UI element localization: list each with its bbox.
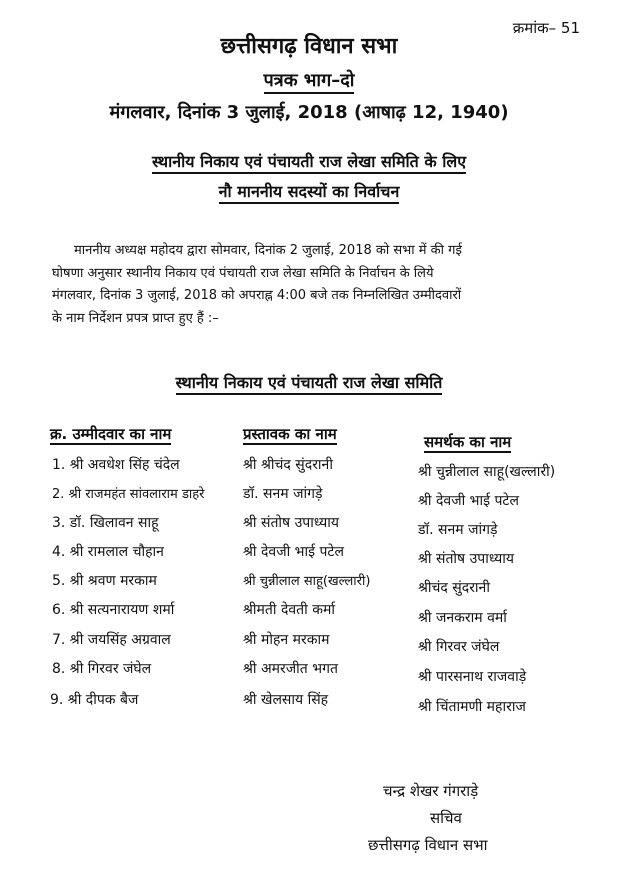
proposer-cell: डॉ. सनम जांगड़े <box>243 486 323 502</box>
paragraph-line: माननीय अध्यक्ष महोदय द्वारा सोमवार, दिनांक 2 जुलाई, 2018 को सभा में की गई <box>74 243 462 258</box>
seconder-cell: डॉ. सनम जांगड़े <box>418 522 498 538</box>
candidate-cell: 7. श्री जयसिंह अग्रवाल <box>52 632 171 648</box>
candidate-cell: 9. श्री दीपक बैज <box>50 692 139 708</box>
candidate-cell: 5. श्री श्रवण मरकाम <box>52 573 157 589</box>
document-subtitle <box>0 68 618 92</box>
seconder-cell: श्री देवजी भाई पटेल <box>418 493 519 509</box>
proposer-cell: श्री श्रीचंद सुंदरानी <box>243 457 333 473</box>
header-seconder <box>424 432 511 452</box>
seconder-cell: श्रीचंद सुंदरानी <box>418 580 490 596</box>
section-heading-line-1-text: स्थानीय निकाय एवं पंचायती राज लेखा समिति के लिए <box>152 152 466 174</box>
candidate-cell: 1. श्री अवधेश सिंह चंदेल <box>52 457 180 473</box>
proposer-cell: श्री संतोष उपाध्याय <box>243 515 339 531</box>
document-title: छत्तीसगढ़ विधान सभा <box>220 34 398 59</box>
paragraph-line: मंगलवार, दिनांक 3 जुलाई, 2018 को अपराह्न 4:00 बजे तक निम्नलिखित उम्मीदवारों <box>52 288 462 303</box>
body-paragraph <box>52 240 600 330</box>
date-line: मंगलवार, दिनांक 3 जुलाई, 2018 (आषाढ़ 12, 1940) <box>109 102 509 123</box>
candidate-cell: 3. डॉ. खिलावन साहू <box>52 515 159 531</box>
committee-heading <box>0 371 618 393</box>
signatory-office: छत्तीसगढ़ विधान सभा <box>368 836 488 854</box>
candidate-cell: 2. श्री राजमहंत सांवलाराम डाहरे <box>52 487 205 502</box>
signatory-name: चन्द्र शेखर गंगराड़े <box>383 782 479 800</box>
proposer-cell: श्रीमती देवती कर्मा <box>243 602 335 618</box>
candidate-cell: 8. श्री गिरवर जंघेल <box>52 661 152 677</box>
committee-heading-text: स्थानीय निकाय एवं पंचायती राज लेखा समिति <box>176 373 443 395</box>
candidate-cell: 4. श्री रामलाल चौहान <box>52 544 164 560</box>
candidate-cell: 6. श्री सत्यनारायण शर्मा <box>52 602 175 618</box>
header-proposer-text: प्रस्तावक का नाम <box>243 425 337 443</box>
paragraph-line: के नाम निर्देशन प्रपत्र प्राप्त हुए हैं :– <box>52 310 219 326</box>
seconder-cell: श्री पारसनाथ राजवाड़े <box>418 669 527 685</box>
paragraph-line: घोषणा अनुसार स्थानीय निकाय एवं पंचायती राज लेखा समिति के निर्वाचन के लिये <box>52 265 434 281</box>
proposer-cell: श्री देवजी भाई पटेल <box>243 544 344 560</box>
section-heading-line-2 <box>0 180 618 202</box>
seconder-cell: श्री संतोष उपाध्याय <box>418 551 514 567</box>
proposer-cell: श्री खेलसाय सिंह <box>243 692 329 708</box>
header-candidate-text: क्र. उम्मीदवार का नाम <box>50 425 172 443</box>
signatory-designation: सचिव <box>430 809 462 827</box>
section-heading-line-2-text: नौ माननीय सदस्यों का निर्वाचन <box>219 182 400 204</box>
proposer-cell: श्री मोहन मरकाम <box>243 632 330 648</box>
seconder-cell: श्री जनकराम वर्मा <box>418 610 507 626</box>
serial-number: क्रमांक– 51 <box>512 19 580 37</box>
seconder-cell: श्री चिंतामणी महाराज <box>418 699 526 715</box>
header-candidate <box>50 424 171 444</box>
seconder-cell: श्री चुन्नीलाल साहू(खल्लारी) <box>418 464 556 480</box>
section-heading-line-1 <box>0 150 618 172</box>
header-seconder-text: समर्थक का नाम <box>424 433 512 451</box>
subtitle-text: पत्रक भाग–दो <box>264 70 355 94</box>
proposer-cell: श्री चुन्नीलाल साहू(खल्लारी) <box>243 574 371 589</box>
seconder-cell: श्री गिरवर जंघेल <box>418 639 500 655</box>
proposer-cell: श्री अमरजीत भगत <box>243 661 338 677</box>
header-proposer <box>243 424 337 444</box>
